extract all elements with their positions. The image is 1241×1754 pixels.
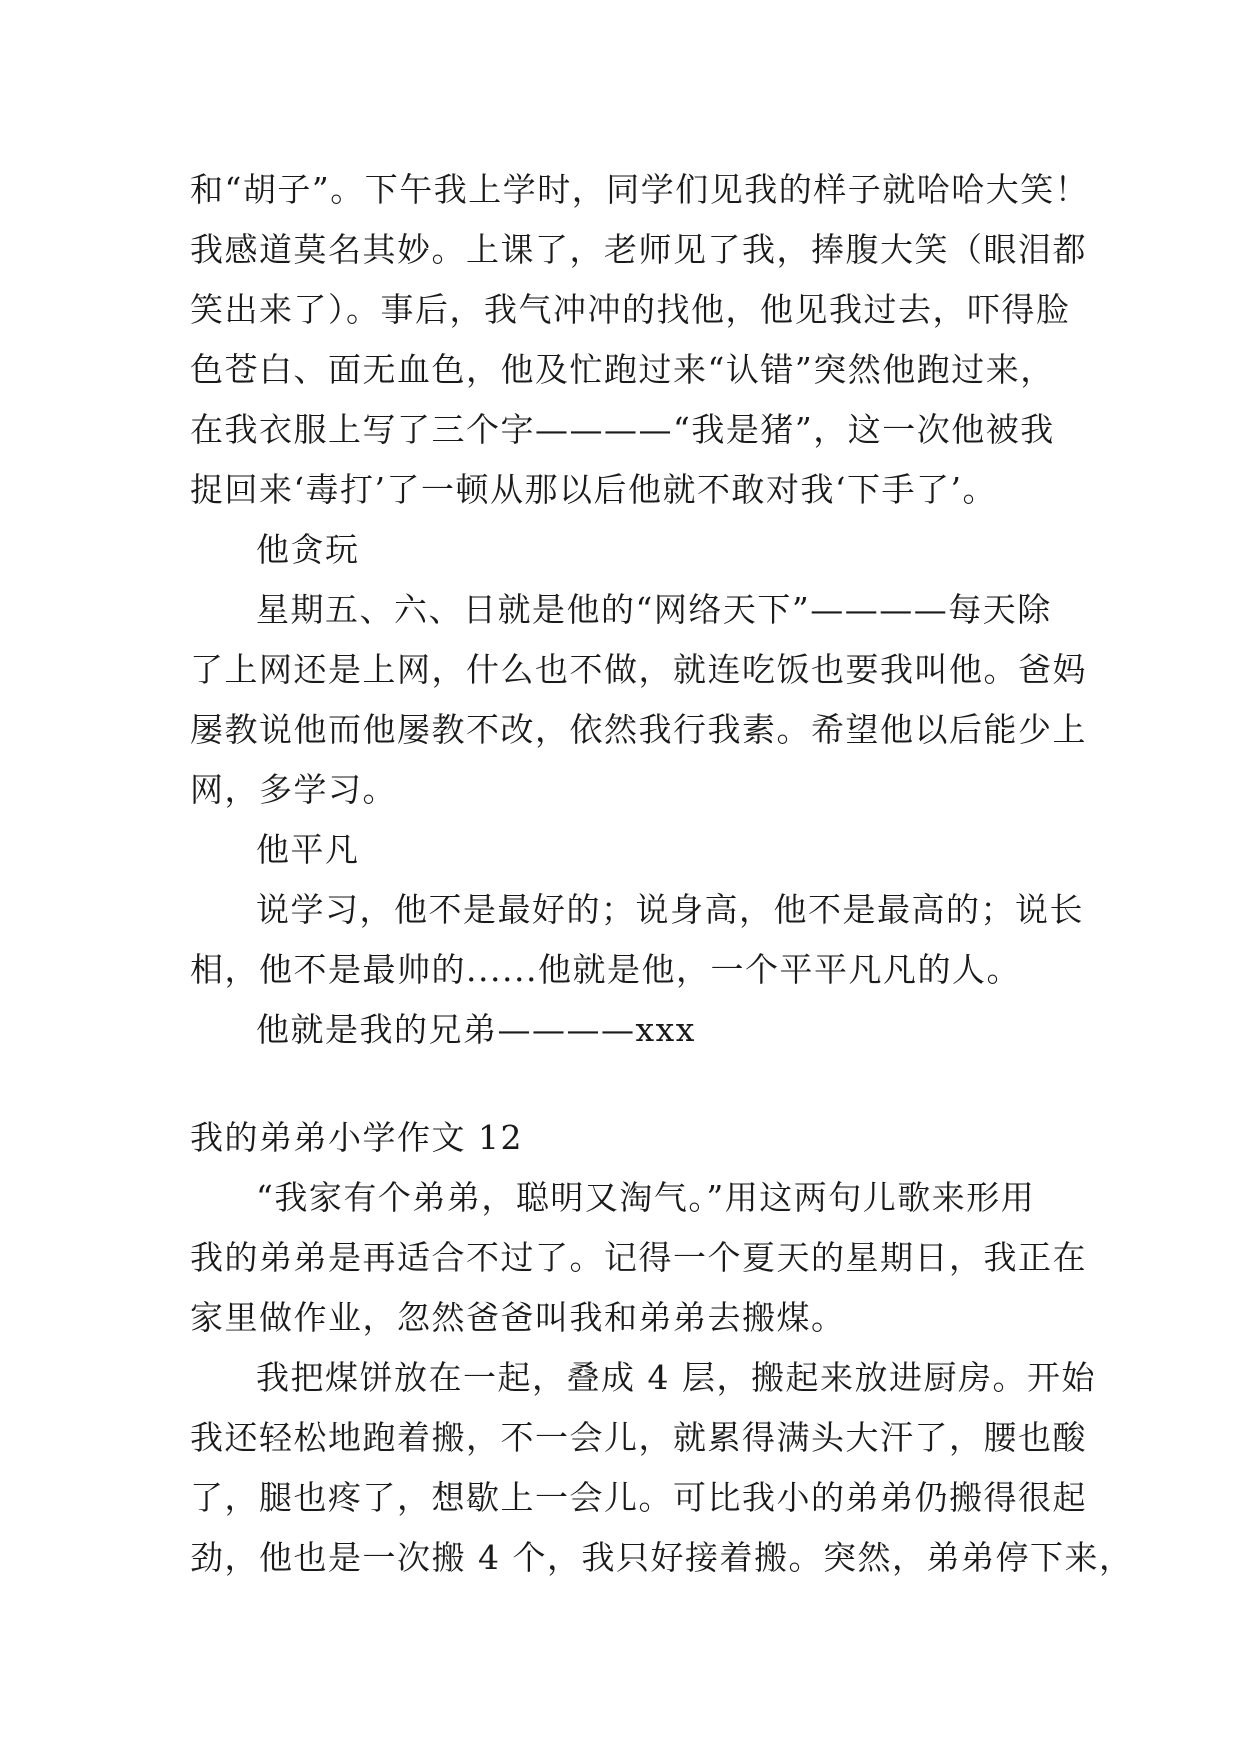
- paragraph-intro: [190, 1168, 1087, 1348]
- closing-line: 他就是我的兄弟————xxx: [256, 1010, 696, 1049]
- text-line: 屡教说他而他屡教不改，依然我行我素。希望他以后能少上: [190, 710, 1087, 749]
- text-line: 笑出来了）。事后，我气冲冲的找他，他见我过去，吓得脸: [190, 290, 1071, 329]
- text-line: 捉回来‘毒打’了一顿从那以后他就不敢对我‘下手了’。: [190, 470, 997, 509]
- document-page: [190, 160, 1134, 1588]
- text-line: 在我衣服上写了三个字————“我是猪”，这一次他被我: [190, 410, 1055, 449]
- text-line: 星期五、六、日就是他的“网络天下”————每天除: [256, 590, 1052, 629]
- text-line: 我的弟弟是再适合不过了。记得一个夏天的星期日，我正在: [190, 1238, 1087, 1277]
- text-line: 我把煤饼放在一起，叠成 4 层，搬起来放进厨房。开始: [256, 1358, 1096, 1397]
- text-line: 了，腿也疼了，想歇上一会儿。可比我小的弟弟仍搬得很起: [190, 1478, 1087, 1517]
- text-line: 了上网还是上网，什么也不做，就连吃饭也要我叫他。爸妈: [190, 650, 1087, 689]
- paragraph-mischief: [190, 160, 1090, 520]
- paragraph-ordinary: [190, 880, 1084, 1000]
- essay-title: 我的弟弟小学作文 12: [190, 1118, 523, 1157]
- subheading-pingfan: 他平凡: [256, 830, 360, 869]
- text-line: “我家有个弟弟，聪明又淘气。”用这两句儿歌来形用: [256, 1178, 1036, 1217]
- text-line: 色苍白、面无血色，他及忙跑过来“认错”突然他跑过来，: [190, 350, 1055, 389]
- text-line: 劲，他也是一次搬 4 个，我只好接着搬。突然，弟弟停下来，: [190, 1538, 1134, 1577]
- text-line: 网，多学习。: [190, 770, 397, 809]
- text-line: 和“胡子”。下午我上学时，同学们见我的样子就哈哈大笑！: [190, 170, 1090, 209]
- text-line: 我还轻松地跑着搬，不一会儿，就累得满头大汗了，腰也酸: [190, 1418, 1087, 1457]
- text-line: 我感道莫名其妙。上课了，老师见了我，捧腹大笑（眼泪都: [190, 230, 1087, 269]
- text-line: 相，他不是最帅的......他就是他，一个平平凡凡的人。: [190, 950, 1021, 989]
- paragraph-coal: [190, 1348, 1134, 1588]
- text-line: 家里做作业，忽然爸爸叫我和弟弟去搬煤。: [190, 1298, 846, 1337]
- subheading-tanwan: 他贪玩: [256, 530, 360, 569]
- paragraph-internet: [190, 580, 1087, 820]
- section-gap: [190, 1060, 1050, 1108]
- text-line: 说学习，他不是最好的；说身高，他不是最高的；说长: [256, 890, 1084, 929]
